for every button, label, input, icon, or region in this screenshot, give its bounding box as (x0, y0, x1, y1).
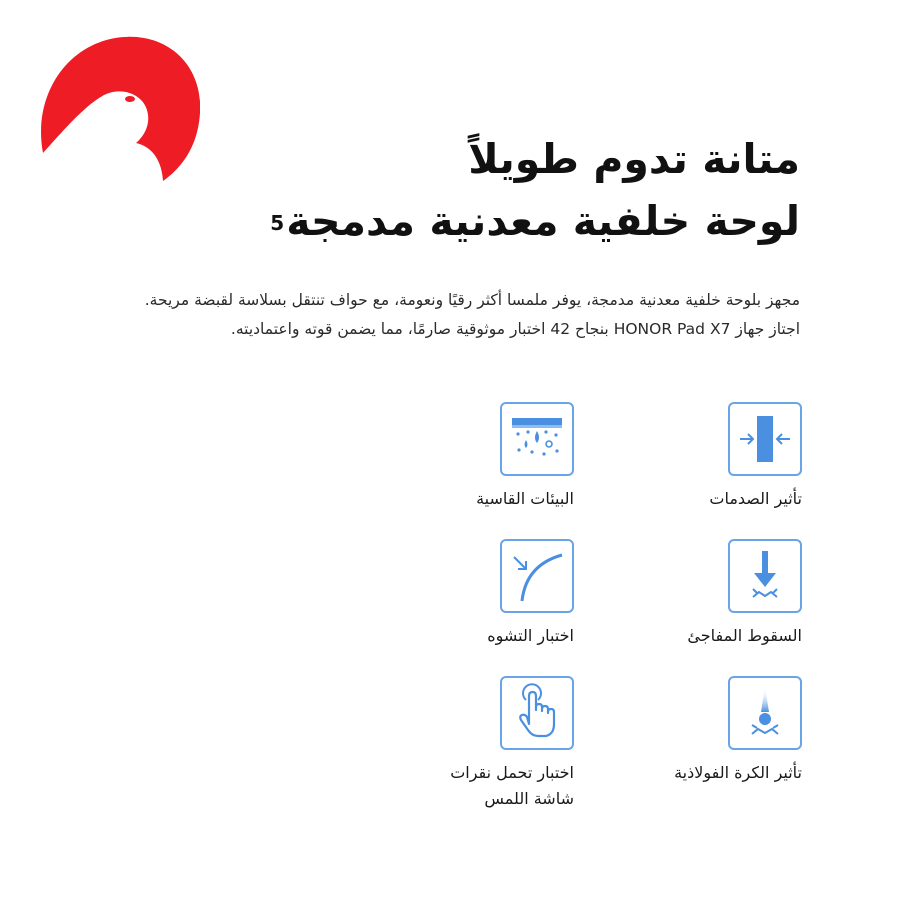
feature-label-line-1: اختبار تحمل نقرات (450, 763, 574, 782)
headline-line-1: متانة تدوم طويلاً (468, 135, 800, 183)
feature-label (572, 486, 802, 512)
feature-icon-box (500, 676, 574, 750)
headline-line-2-text: لوحة خلفية معدنية مدمجة (286, 197, 800, 245)
feature-icon-box (728, 676, 802, 750)
feature-icon-box (728, 539, 802, 613)
feature-label (572, 760, 802, 786)
impact-compression-icon (730, 404, 800, 474)
feature-label (344, 486, 574, 512)
feature-label-line: البيئات القاسية (476, 489, 574, 508)
feature-label-line-2: شاشة اللمس (484, 789, 574, 808)
feature-label-line: تأثير الصدمات (709, 489, 802, 508)
feature-icon-box (728, 402, 802, 476)
description-line-2: اجتاز جهاز HONOR Pad X7 بنجاح 42 اختبار موثوقية صارمًا، مما يضمن قوته واعتماديته. (230, 320, 800, 338)
steel-ball-impact-icon (730, 678, 800, 748)
feature-label-line: تأثير الكرة الفولاذية (674, 763, 802, 782)
feature-label (344, 760, 574, 812)
touch-tap-icon (502, 678, 572, 748)
footnote-marker: 5 (270, 211, 285, 235)
feature-icon-box (500, 539, 574, 613)
bending-test-icon (502, 541, 572, 611)
harsh-environment-icon (502, 404, 572, 474)
feature-label-line: اختبار التشوه (487, 626, 574, 645)
feature-label-line: السقوط المفاجئ (687, 626, 802, 645)
feature-icon-box (500, 402, 574, 476)
headline-line-2 (160, 190, 800, 252)
feature-label (572, 623, 802, 649)
sudden-drop-icon (730, 541, 800, 611)
headline (160, 128, 800, 252)
description-line-1: مجهز بلوحة خلفية معدنية مدمجة، يوفر ملمسا أكثر رقيًا ونعومة، مع حواف تنتقل بسلاسة لقبضة مريحة. (144, 291, 800, 309)
feature-label (344, 623, 574, 649)
description (60, 286, 800, 344)
